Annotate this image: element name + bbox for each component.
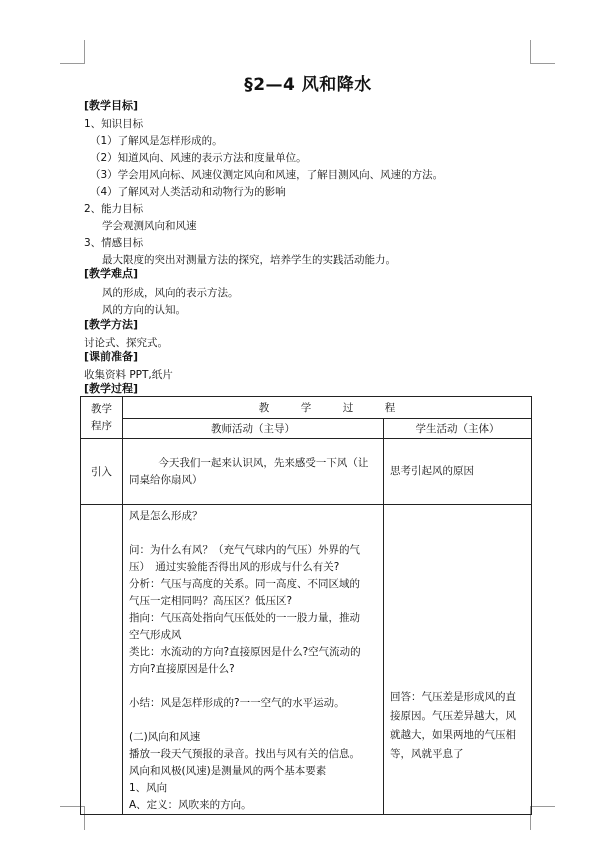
emotion-text: 最大限度的突出对测量方法的探究，培养学生的实践活动能力。 xyxy=(102,254,396,266)
crop-mark xyxy=(84,40,85,64)
teacher-line: 小结：风是怎样形成的?一一空气的水平运动。 xyxy=(129,697,345,709)
teacher-line: 指向：气压高处指向气压低处的一一股力量，推动 xyxy=(129,612,360,624)
prep-text: 收集资料 PPT,纸片 xyxy=(84,369,173,381)
teacher-line: (二)风向和风速 xyxy=(129,731,201,743)
student-activity-header: 学生活动（主体） xyxy=(384,419,532,439)
teacher-line: 方向?直接原因是什么? xyxy=(129,663,235,675)
teacher-line: 播放一段天气预报的录音。找出与风有关的信息。 xyxy=(129,748,360,760)
teacher-line xyxy=(123,712,383,729)
student-line: 就越大，如果两地的气压相 xyxy=(390,729,516,741)
process-heading: [教学过程] xyxy=(84,382,139,395)
teacher-text: 今天我们一起来认识风，先来感受一下风（让同桌给你扇风） xyxy=(129,456,369,486)
teacher-line xyxy=(123,525,383,542)
stage-cell: 引入 xyxy=(81,439,123,505)
knowledge-item: （3）学会用风向标、风速仪测定风向和风速，了解目测风向、风速的方法。 xyxy=(90,169,444,181)
student-line: 接原因。气压差异越大，风 xyxy=(390,710,516,722)
method-text: 讨论式、探究式。 xyxy=(84,337,168,349)
knowledge-heading: 1、知识目标 xyxy=(84,118,144,130)
student-line: 回答：气压差是形成风的直 xyxy=(390,691,516,703)
teacher-line: 风是怎么形成？ xyxy=(129,510,203,522)
crop-mark xyxy=(531,806,555,807)
teacher-line: 问：为什么有风？（充气气球内的气压）外界的气 xyxy=(129,544,360,556)
teacher-line xyxy=(123,678,383,695)
difficulty-item: 风的方向的认知。 xyxy=(102,304,186,316)
teacher-line: 分析：气压与高度的关系。同一高度、不同区域的 xyxy=(129,578,360,590)
knowledge-item: （2）知道风向、风速的表示方法和度量单位。 xyxy=(90,152,307,164)
teacher-activity-cell xyxy=(123,505,384,815)
teacher-activity-header: 教师活动（主导） xyxy=(123,419,384,439)
emotion-heading: 3、情感目标 xyxy=(84,237,144,249)
student-activity-cell xyxy=(384,439,532,505)
stage-cell xyxy=(81,505,123,815)
page-title: §2—4 风和降水 xyxy=(244,75,372,95)
student-line: 等，风就平息了 xyxy=(390,748,464,760)
ability-heading: 2、能力目标 xyxy=(84,203,144,215)
teacher-line: 1、风向 xyxy=(129,782,168,794)
knowledge-item: （1）了解风是怎样形成的。 xyxy=(90,135,223,147)
teaching-process-table xyxy=(80,396,532,815)
teacher-line: 空气形成风 xyxy=(129,629,182,641)
difficulty-item: 风的形成，风向的表示方法。 xyxy=(102,287,239,299)
knowledge-item: （4）了解风对人类活动和动物行为的影响 xyxy=(90,186,286,198)
ability-text: 学会观测风向和风速 xyxy=(102,220,197,232)
teacher-line: 压） 通过实验能否得出风的形成与什么有关? xyxy=(129,561,340,573)
crop-mark xyxy=(531,63,555,64)
method-heading: [教学方法] xyxy=(84,318,139,331)
teacher-line: 类比：水流动的方向?直接原因是什么?空气流动的 xyxy=(129,646,361,658)
process-header: 教 学 过 程 xyxy=(123,397,532,419)
crop-mark xyxy=(60,63,84,64)
teacher-line: 气压一定相同吗？高压区？低压区? xyxy=(129,595,293,607)
teacher-activity-cell xyxy=(123,439,384,505)
teacher-line: 风向和风极(风速)是测量风的两个基本要素 xyxy=(129,765,327,777)
student-activity-cell xyxy=(384,505,532,815)
goals-heading: [教学目标] xyxy=(84,99,139,112)
program-header: 教学程序 xyxy=(81,397,123,439)
crop-mark xyxy=(530,40,531,64)
difficulty-heading: [教学难点] xyxy=(84,267,139,280)
teacher-line: A、定义：风吹来的方向。 xyxy=(129,799,252,811)
prep-heading: [课前准备] xyxy=(84,350,139,363)
student-text: 思考引起风的原因 xyxy=(390,465,474,477)
